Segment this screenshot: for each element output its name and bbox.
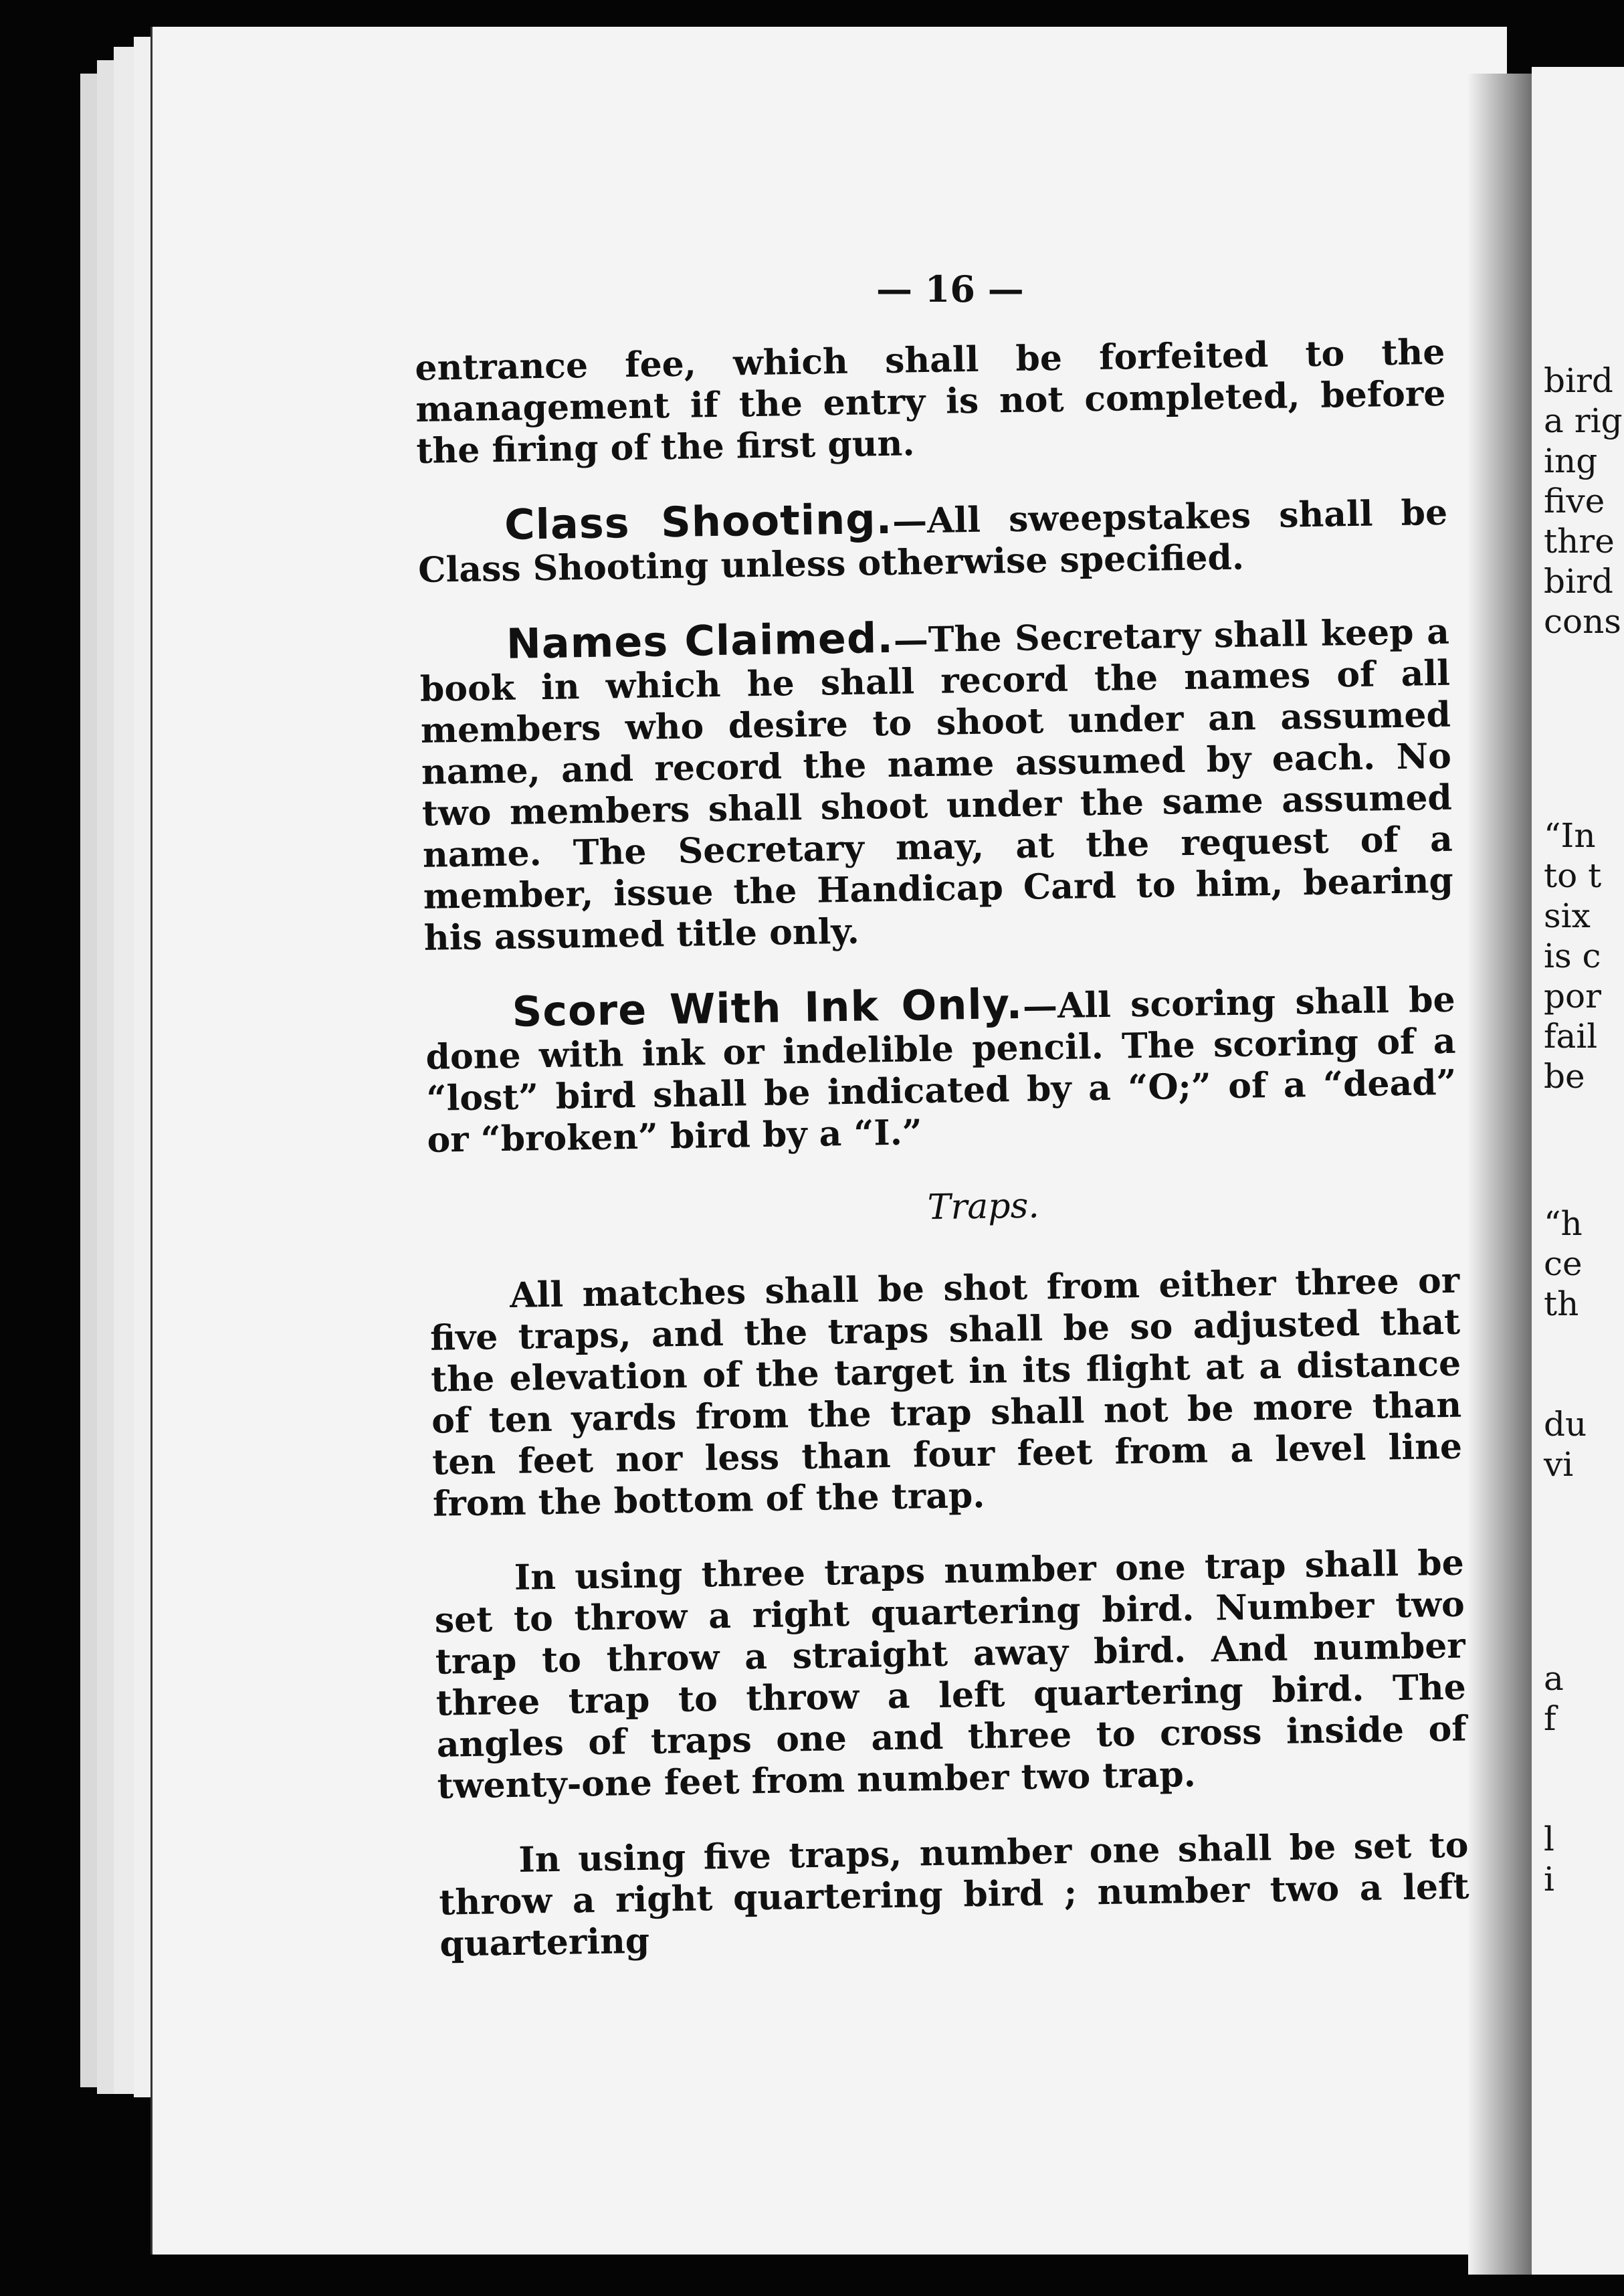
facing-page-word: “In [1544, 816, 1596, 855]
paragraph-text: In using five traps, number one shall be set to throw a right quartering bird ; number two a left quartering [439, 1824, 1469, 1965]
facing-page-word: thre [1544, 522, 1615, 561]
facing-page-word: por [1544, 977, 1602, 1016]
section-title: Traps. [927, 1185, 1040, 1228]
paragraph-text: All matches shall be shot from either three or five traps, and the traps shall be so adjusted that the elevation of the target in its flight at a distance of ten yards from the trap shall not be more than ten feet nor less than four feet from a level line from the bottom of the trap. [429, 1260, 1463, 1525]
facing-page-word: fail [1544, 1017, 1598, 1056]
facing-page-word: l [1544, 1820, 1554, 1858]
facing-page-word: vi [1544, 1445, 1574, 1484]
paragraph [433, 1543, 1467, 1808]
paragraph-text: —All scoring shall be done with ink or indelible pencil. The scoring of a “lost” bird shall be indicated by a “O;” of a “dead” or “broken” bird by a “I.” [425, 979, 1457, 1161]
paragraph [415, 332, 1447, 472]
facing-page-word: th [1544, 1284, 1579, 1323]
rule-heading: Names Claimed. [506, 613, 894, 668]
facing-page-word: be [1544, 1057, 1585, 1096]
facing-page-word: ing [1544, 442, 1598, 480]
facing-page-word: cons [1544, 602, 1621, 641]
paragraph-text: entrance fee, which shall be forfeited to the management if the entry is not completed, before the firing of the first gun. [415, 331, 1446, 472]
paragraph [429, 1260, 1463, 1525]
paragraph-text: In using three traps number one trap shall be set to throw a right quartering bird. Number two trap to throw a straight away bird. And number three trap to throw a left quartering bird. The angles of traps one and three to cross inside of twenty-one feet from number two trap. [434, 1542, 1467, 1807]
rule-heading: Class Shooting. [504, 494, 893, 549]
facing-page-word: bird [1544, 361, 1613, 400]
facing-page-word: “h [1544, 1204, 1583, 1243]
facing-page-word: six [1544, 896, 1591, 935]
paragraph-text: —The Secretary shall keep a book in which he shall record the names of all members who desire to shoot under an assumed name, and record the name assumed by each. No two members shall shoot under the same assumed name. The Secretary may, at the request of a member, issue the Handicap Card to him, bearing his assumed title only. [419, 611, 1454, 959]
rule-heading: Score With Ink Only. [512, 979, 1023, 1036]
facing-page-word: to t [1544, 856, 1602, 895]
paragraph-text: —All sweepstakes shall be Class Shooting unless otherwise specified. [417, 492, 1448, 591]
facing-page-word: a [1544, 1659, 1564, 1698]
facing-page-word: i [1544, 1860, 1554, 1899]
rule-paragraph [417, 490, 1449, 591]
facing-page-word: ce [1544, 1244, 1583, 1283]
facing-page-fragment [1532, 67, 1624, 2275]
facing-page-word: a rig [1544, 401, 1623, 440]
paragraph [438, 1825, 1470, 1966]
facing-page-word: f [1544, 1699, 1556, 1738]
page-number: — 16 — [876, 268, 1024, 310]
facing-page-word: five [1544, 482, 1605, 520]
facing-page-word: du [1544, 1405, 1587, 1444]
rule-paragraph [419, 609, 1455, 959]
facing-page-word: bird [1544, 562, 1613, 601]
facing-page-word: is c [1544, 937, 1601, 975]
rule-paragraph [425, 977, 1457, 1161]
page-text [415, 332, 1471, 1999]
